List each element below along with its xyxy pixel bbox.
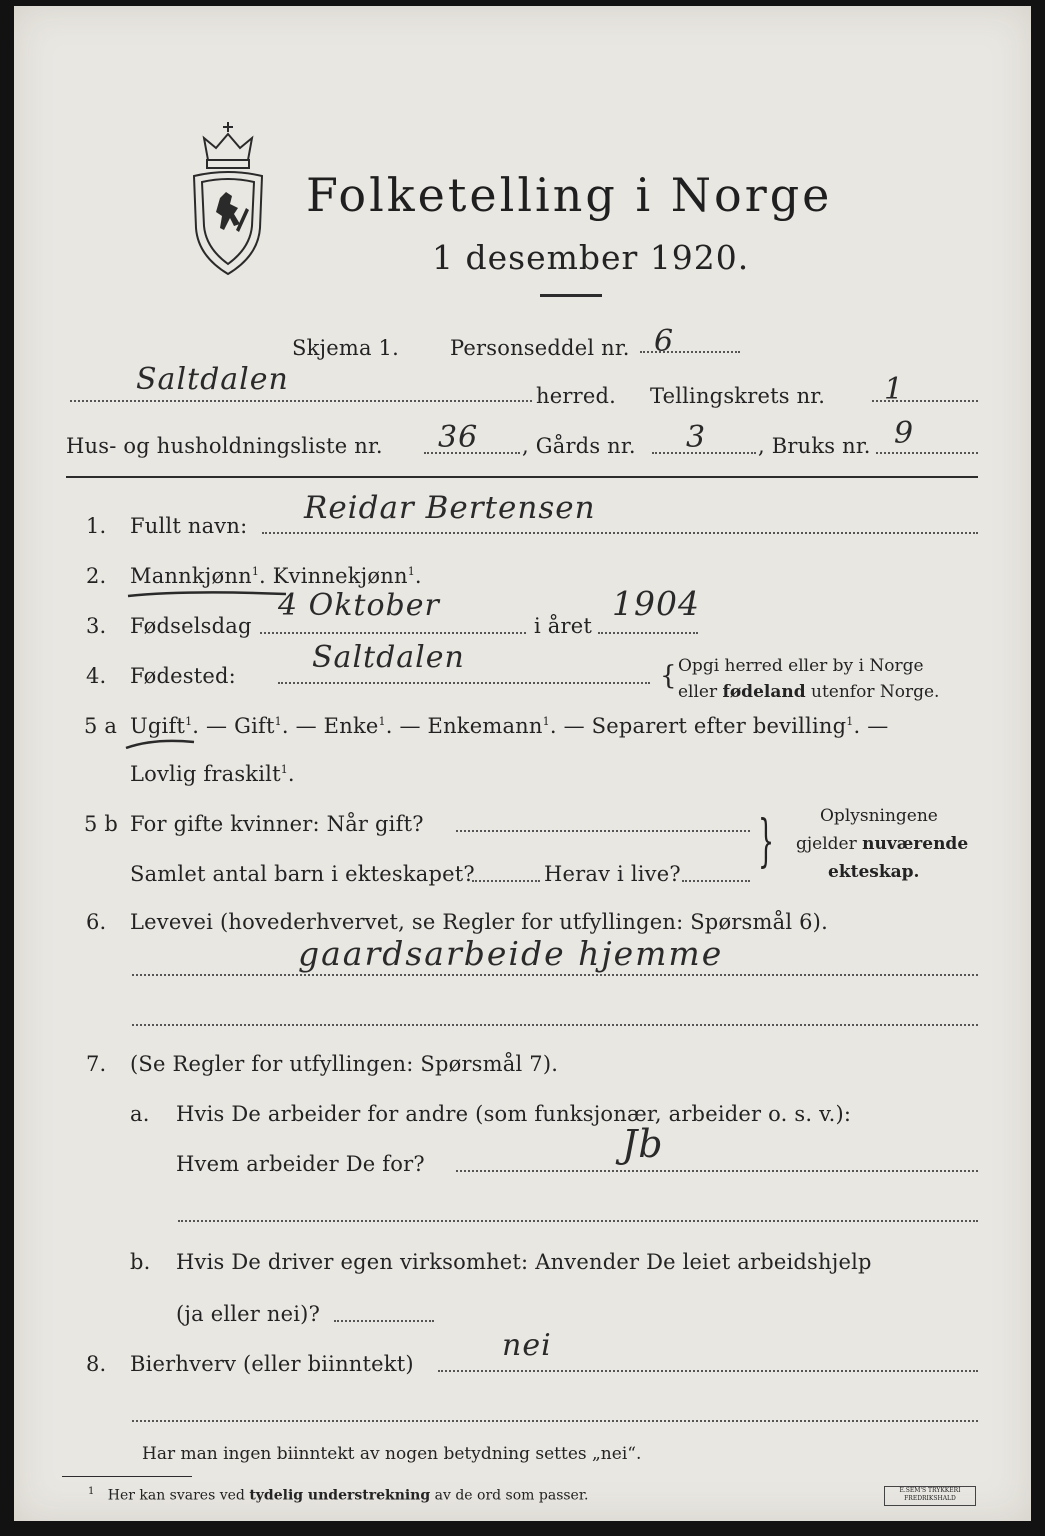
q7a-letter: a. bbox=[130, 1102, 150, 1126]
footer-note: Har man ingen biinntekt av nogen betydning settes „nei“. bbox=[142, 1444, 642, 1464]
hus-label: Hus- og husholdningsliste nr. bbox=[66, 434, 383, 458]
q7b-sub: (ja eller nei)? bbox=[176, 1302, 321, 1326]
skjema-label: Skjema 1. bbox=[292, 336, 399, 360]
q2-male: Mannkjønn bbox=[130, 564, 252, 588]
q7a-employer: Jb bbox=[622, 1122, 664, 1166]
form-title: Folketelling i Norge bbox=[306, 168, 833, 222]
q4-note-line2: eller fødeland utenfor Norge. bbox=[678, 682, 940, 702]
q3-day-line bbox=[260, 632, 526, 634]
coat-of-arms-icon bbox=[180, 118, 276, 278]
q5a-underline-mark bbox=[124, 736, 198, 752]
q3-number: 3. bbox=[86, 614, 107, 638]
hus-value: 36 bbox=[438, 420, 479, 455]
q5b-brace: } bbox=[758, 809, 775, 874]
q6-line2 bbox=[132, 1024, 978, 1026]
herred-line bbox=[70, 400, 532, 402]
q4-birthplace: Saltdalen bbox=[312, 640, 465, 675]
q2-underline-mark bbox=[126, 586, 290, 602]
q5b-note3: ekteskap. bbox=[828, 862, 920, 882]
q7-number: 7. bbox=[86, 1052, 107, 1076]
gards-label: , Gårds nr. bbox=[522, 434, 636, 458]
q3-birth-day: 4 Oktober bbox=[278, 588, 440, 623]
q6-occupation: gaardsarbeide hjemme bbox=[298, 934, 724, 973]
q1-number: 1. bbox=[86, 514, 107, 538]
q7a-label: Hvis De arbeider for andre (som funksjonær, arbeider o. s. v.): bbox=[176, 1102, 852, 1126]
herred-label: herred. bbox=[536, 384, 616, 408]
census-date: 1 desember 1920. bbox=[432, 238, 750, 277]
q5b-note2: gjelder nuværende bbox=[796, 834, 969, 854]
bruks-line bbox=[876, 452, 978, 454]
q5a-number: 5 a bbox=[84, 714, 118, 738]
q7b-line bbox=[334, 1320, 434, 1322]
personseddel-label: Personseddel nr. bbox=[450, 336, 630, 360]
q2-number: 2. bbox=[86, 564, 107, 588]
q6-line1 bbox=[132, 974, 978, 976]
q5b-alive-line bbox=[682, 880, 750, 882]
q5a-options: Ugift$^1$. — Gift$^1$. — Enke$^1$. — Enkemann$^1$. — Separert efter bevilling$^1$. — bbox=[130, 714, 889, 738]
q4-note-line1: Opgi herred eller by i Norge bbox=[678, 656, 924, 676]
section-divider bbox=[66, 476, 978, 478]
q1-label: Fullt navn: bbox=[130, 514, 248, 538]
q8-label: Bierhverv (eller biinntekt) bbox=[130, 1352, 414, 1376]
tellingskrets-value: 1 bbox=[884, 372, 905, 407]
q5b-children-line bbox=[472, 880, 540, 882]
q8-line2 bbox=[132, 1420, 978, 1422]
q3-label: Fødselsdag bbox=[130, 614, 252, 638]
footnote-rule bbox=[62, 1476, 192, 1477]
personseddel-value: 6 bbox=[654, 324, 675, 359]
printer-stamp: E.SEM'S TRYKKERI FREDRIKSHALD bbox=[884, 1486, 976, 1506]
gards-value: 3 bbox=[686, 420, 707, 455]
q2-options: Mannkjønn$^1$. Kvinnekjønn$^1$. bbox=[130, 564, 422, 588]
q8-number: 8. bbox=[86, 1352, 107, 1376]
herred-value: Saltdalen bbox=[136, 362, 289, 397]
q6-label: Levevei (hovederhvervet, se Regler for utfyllingen: Spørsmål 6). bbox=[130, 910, 828, 934]
q5b-line1: For gifte kvinner: Når gift? bbox=[130, 812, 424, 836]
q4-brace: { bbox=[660, 661, 677, 691]
q3-birth-year: 1904 bbox=[612, 584, 700, 623]
q5b-when-married-line bbox=[456, 830, 750, 832]
q8-side-income: nei bbox=[502, 1328, 552, 1363]
q6-number: 6. bbox=[86, 910, 107, 934]
q7b-letter: b. bbox=[130, 1250, 151, 1274]
q3-year-label: i året bbox=[534, 614, 593, 638]
q1-full-name: Reidar Bertensen bbox=[304, 490, 596, 526]
q4-line bbox=[278, 682, 650, 684]
q8-line1 bbox=[438, 1370, 978, 1372]
q5b-number: 5 b bbox=[84, 812, 119, 836]
q3-year-line bbox=[598, 632, 698, 634]
bruks-value: 9 bbox=[894, 416, 915, 451]
q7a-sub: Hvem arbeider De for? bbox=[176, 1152, 425, 1176]
q4-label: Fødested: bbox=[130, 664, 236, 688]
title-divider bbox=[540, 294, 602, 297]
q7b-label: Hvis De driver egen virksomhet: Anvender De leiet arbeidshjelp bbox=[176, 1250, 872, 1274]
q5b-line2b: Herav i live? bbox=[544, 862, 681, 886]
q1-line bbox=[262, 532, 978, 534]
tellingskrets-label: Tellingskrets nr. bbox=[650, 384, 826, 408]
q2-female: Kvinnekjønn bbox=[272, 564, 408, 588]
q4-number: 4. bbox=[86, 664, 107, 688]
q5b-line2: Samlet antal barn i ekteskapet? bbox=[130, 862, 475, 886]
q7a-line1 bbox=[456, 1170, 978, 1172]
footnote: $^1$ Her kan svares ved tydelig understrekning av de ord som passer. bbox=[88, 1486, 589, 1504]
q5b-note1: Oplysningene bbox=[820, 806, 938, 826]
q5a-lovlig: Lovlig fraskilt$^1$. bbox=[130, 762, 295, 786]
q7-label: (Se Regler for utfyllingen: Spørsmål 7). bbox=[130, 1052, 559, 1076]
q7a-line2 bbox=[178, 1220, 978, 1222]
bruks-label: , Bruks nr. bbox=[758, 434, 871, 458]
census-form-sheet bbox=[14, 6, 1031, 1521]
q5a-ugift: Ugift bbox=[130, 714, 186, 738]
